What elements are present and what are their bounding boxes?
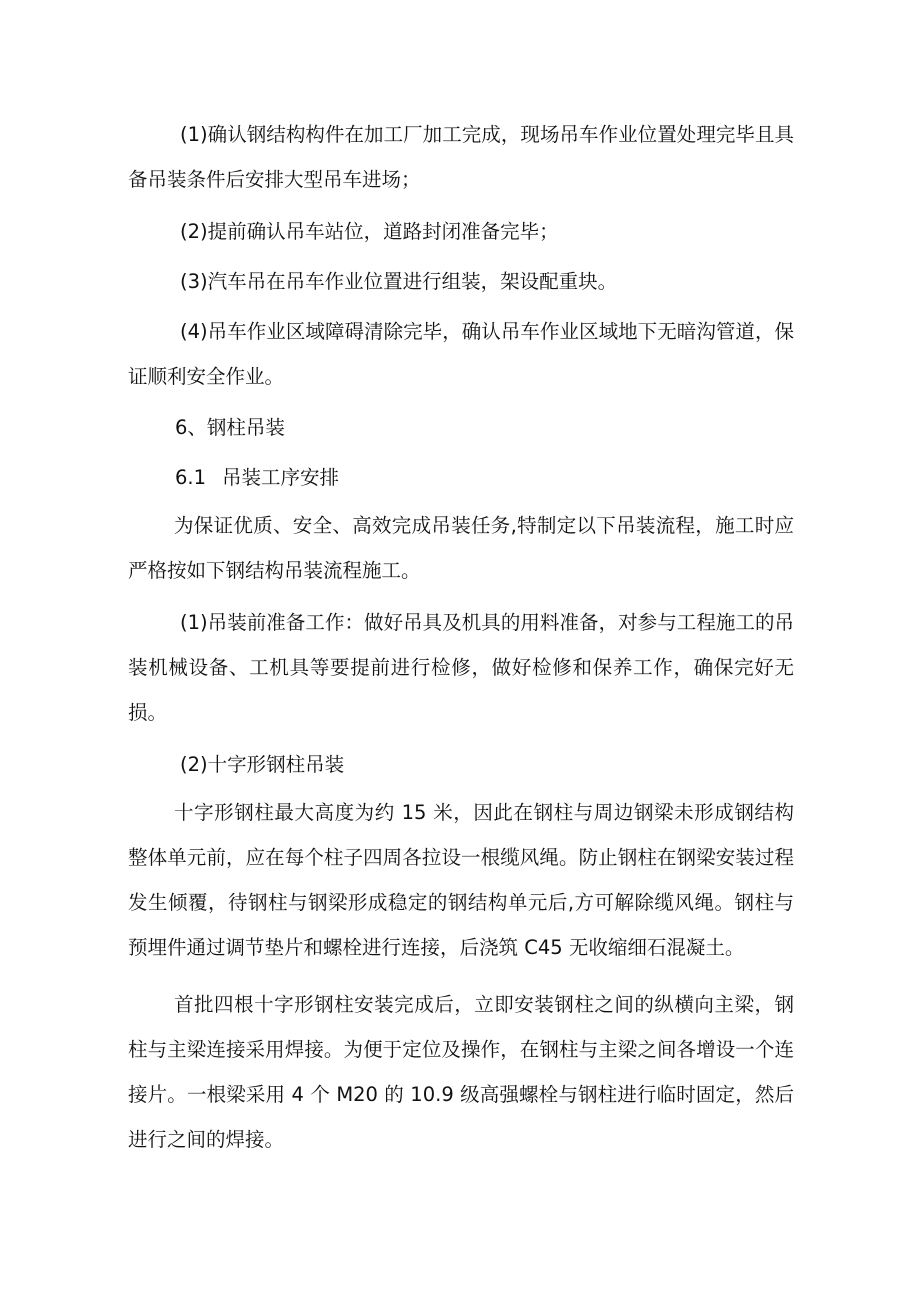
subsection-title: 吊装工序安排 xyxy=(222,466,340,489)
paragraph-cross-column-details: 十字形钢柱最大高度为约 15 米，因此在钢柱与周边钢梁未形成钢结构整体单元前，应在每个柱子四周各拉设一根缆风绳。防止钢柱在钢梁安装过程发生倾覆，待钢柱与钢梁形成稳定的钢结构单元后,方可解除缆风绳。钢柱与预埋件通过调节垫片和螺栓进行连接，后浇筑 C45 无收缩细石混凝土。 xyxy=(128,801,794,959)
paragraph-crane-entry: (1)确认钢结构构件在加工厂加工完成，现场吊车作业位置处理完毕且具备吊装条件后安排大型吊车进场； xyxy=(128,123,794,191)
paragraph-obstacle-clearance: (4)吊车作业区域障碍清除完毕，确认吊车作业区域地下无暗沟管道，保证顺利安全作业。 xyxy=(128,320,794,388)
section-heading-steel-column-lifting: 6、钢柱吊装 xyxy=(175,416,285,439)
paragraph-crane-position: (2)提前确认吊车站位，道路封闭准备完毕； xyxy=(180,220,559,243)
paragraph-crane-assembly: (3)汽车吊在吊车作业位置进行组装，架设配重块。 xyxy=(180,270,618,293)
subsection-heading-lifting-sequence xyxy=(175,455,339,500)
paragraph-preparation-work: (1)吊装前准备工作：做好吊具及机具的用料准备，对参与工程施工的吊装机械设备、工机具等要提前进行检修，做好检修和保养工作，确保完好无损。 xyxy=(128,611,794,724)
paragraph-main-beam-installation: 首批四根十字形钢柱安装完成后，立即安装钢柱之间的纵横向主梁，钢柱与主梁连接采用焊接。为便于定位及操作，在钢柱与主梁之间各增设一个连接片。一根梁采用 4 个 M20 的 10.9 级高强螺栓与钢柱进行临时固定，然后进行之间的焊接。 xyxy=(128,993,794,1151)
paragraph-lifting-procedure-intro: 为保证优质、安全、高效完成吊装任务,特制定以下吊装流程，施工时应严格按如下钢结构吊装流程施工。 xyxy=(128,514,794,582)
subsection-number: 6.1 xyxy=(175,466,207,489)
paragraph-cross-column-heading: (2)十字形钢柱吊装 xyxy=(180,753,345,776)
